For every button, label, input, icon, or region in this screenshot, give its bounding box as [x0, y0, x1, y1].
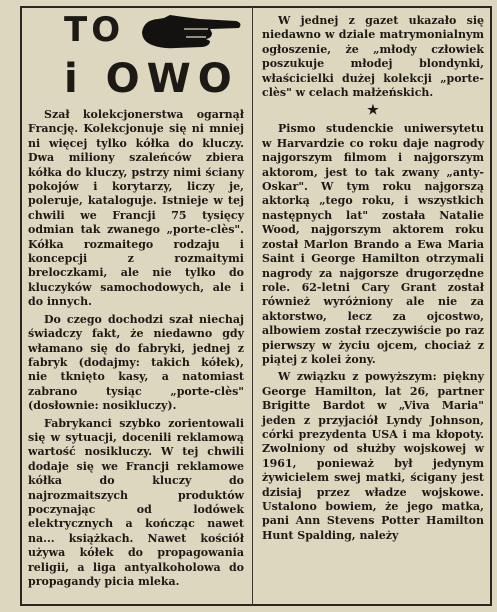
paragraph: Szał kolekcjonerstwa ogarnął Francję. Kolekcjonuje się ni mniej ni więcej tylko kółka do kluczy. Dwa miliony szaleńców zbiera kółka do kluczy, pstrzy nimi ściany pokojów i korytarzy, liczy je, poleruje, kataloguje. Istnieje w tej chwili we Francji 75 tysięcy odmian tak zwanego „porte-clès". Kółka rozmaitego rodzaju i koncepcji z rozmaitymi breloczkami, ale nie tylko do kluczyków samochodowych, ale i do innych.	[28, 108, 244, 309]
paragraph: Do czego dochodzi szał niechaj świadczy fakt, że niedawno gdy włamano się do fabryki, jednej z fabryk (dodajmy: takich kółek), nie tknięto kasy, a natomiast zabrano tysiąc „porte-clès" (dosłownie: nosikluczy).	[28, 312, 244, 413]
right-column	[258, 0, 488, 543]
left-column	[24, 0, 248, 589]
column-divider	[252, 6, 253, 606]
star-separator-icon: ★	[367, 103, 379, 119]
headline-owo: i OWO	[64, 56, 239, 102]
headline-to: TO	[64, 10, 125, 50]
paragraph: W jednej z gazet ukazało się niedawno w dziale matrymonialnym ogłoszenie, że „młody człowiek poszukuje młodej blondynki, właścicielki dużej kolekcji „porte-clès" w celach małżeńskich.	[262, 14, 484, 100]
paragraph: Fabrykanci szybko zorientowali się w sytuacji, docenili reklamową wartość nosikluczy. W tej chwili dodaje się we Francji reklamowe kółka do kluczy do najrozmaitszych produktów poczynając od lodówek elektrycznych a kończąc nawet na... książkach. Nawet kościół używa kółek do propagowania religii, a liga antyalkoholowa do propagandy picia mleka.	[28, 416, 244, 588]
paragraph: Pismo studenckie uniwersytetu w Harvardzie co roku daje nagrody najgorszym filmom i najgorszym aktorom, jest to tak zwany „anty-Oskar". W tym roku najgorszą aktorką „tego roku, i wszystkich następnych lat" została Natalie Wood, najgorszym aktorem roku został Marlon Brando a Ewa Maria Saint i George Hamilton otrzymali nagrody za najgorsze drugorzędne role. 62-letni Cary Grant został również wyróżniony ale nie za aktorstwo, lecz za ojcostwo, albowiem został rzeczywiście po raz pierwszy w życiu ojcem, chociaż z piątej z kolei żony.	[262, 122, 484, 366]
pointing-hand-icon	[140, 12, 244, 50]
headline	[28, 0, 244, 108]
paragraph: W związku z powyższym: piękny George Hamilton, lat 26, partner Brigitte Bardot w „Viva Maria" jeden z przyjaciół Lyndy Johnson, córki prezydenta USA i ma kłopoty. Zwolniony od służby wojskowej w 1961, ponieważ był jedynym żywicielem swej matki, ścigany jest dzisiaj przez władze wojskowe. Ustalono bowiem, że jego matka, pani Ann Stevens Potter Hamilton Hunt Spalding, należy	[262, 370, 484, 542]
